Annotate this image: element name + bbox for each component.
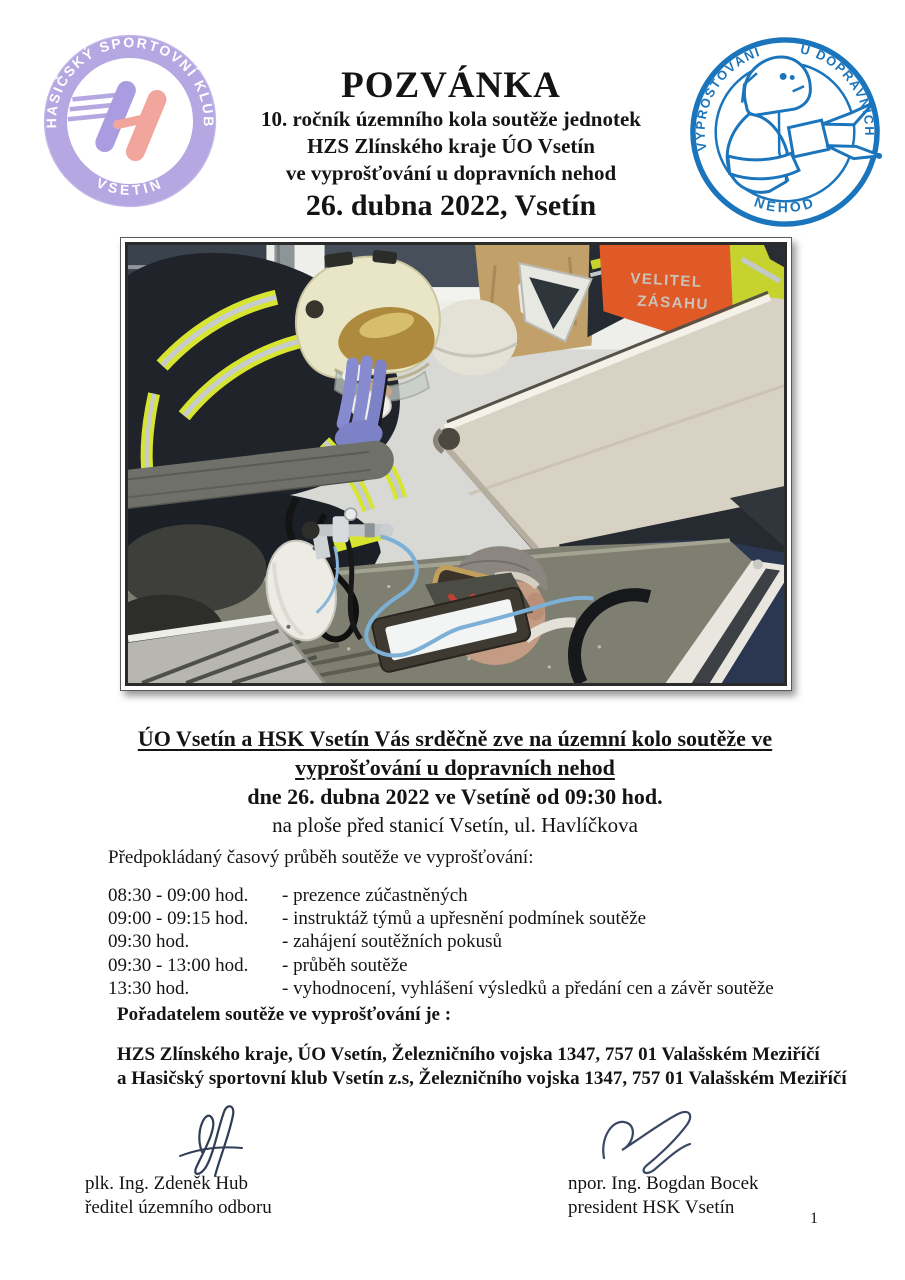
subtitle-line-3: ve vyprošťování u dopravních nehod [285, 161, 617, 185]
signatory-role: ředitel územního odboru [85, 1197, 272, 1218]
schedule-activity: - průběh soutěže [282, 954, 408, 976]
vyprostovani-logo [686, 32, 884, 232]
vest-text-line1: VELITEL [629, 270, 704, 291]
schedule-activity: - zahájení soutěžních pokusů [282, 931, 503, 953]
schedule-activity: - instruktáž týmů a upřesnění podmínek soutěže [282, 908, 647, 930]
invitation-place: na ploše před stanicí Vsetín, ul. Havlíčkova [272, 813, 638, 837]
event-date-title: 26. dubna 2022, Vsetín [305, 189, 597, 222]
schedule-heading: Předpokládaný časový průběh soutěže ve vyprošťování: [108, 847, 534, 868]
vest-text-line2: ZÁSAHU [636, 292, 710, 314]
schedule-activity: - prezence zúčastněných [282, 885, 468, 906]
document-header [212, 66, 690, 224]
signatory-name: npor. Ing. Bogdan Bocek [568, 1173, 759, 1194]
rescue-photo [120, 237, 792, 691]
organizer-lines [117, 1043, 857, 1091]
signatory-name: plk. Ing. Zdeněk Hub [85, 1173, 249, 1194]
schedule-time: 09:30 hod. [108, 931, 190, 953]
schedule-time: 08:30 - 09:00 hod. [108, 885, 249, 906]
organizer-line-2: a Hasičský sportovní klub Vsetín z.s, Železničního vojska 1347, 757 01 Valašském Meziříčí [117, 1068, 847, 1089]
second-helmet [429, 299, 517, 375]
schedule-time: 13:30 hod. [108, 977, 190, 999]
signatory-role: president HSK Vsetín [568, 1197, 735, 1218]
valve-knob [302, 521, 320, 539]
hsk-vsetin-logo [40, 26, 220, 216]
signature-right [568, 1172, 759, 1220]
svg-text:HASIČSKÝ SPORTOVNÍ KLUB [43, 34, 217, 128]
schedule-time: 09:00 - 09:15 hod. [108, 908, 249, 930]
invitation-headline-line2: vyprošťování u dopravních nehod [295, 755, 615, 780]
schedule-time: 09:30 - 13:00 hod. [108, 954, 249, 976]
invitation-headline-line1: ÚO Vsetín a HSK Vsetín Vás srděčně zve na územní kolo soutěže ve [137, 726, 773, 751]
hsk-monogram [68, 90, 157, 151]
subtitle-line-1: 10. ročník územního kola soutěže jednotek [261, 107, 641, 131]
svg-text:NEHOD [752, 194, 817, 216]
hsk-logo-ring-text: HASIČSKÝ SPORTOVNÍ KLUB [43, 34, 217, 129]
signature-left [85, 1172, 272, 1220]
page-number: 1 [810, 1210, 818, 1227]
subtitle-line-2: HZS Zlínského kraje ÚO Vsetín [307, 134, 595, 158]
vu-logo-arc-right-text: U DOPRAVNÍCH [798, 41, 878, 138]
page-title: POZVÁNKA [341, 65, 561, 106]
rescue-photo-image [125, 242, 787, 686]
schedule-activity: - vyhodnocení, vyhlášení výsledků a předání cen a závěr soutěže [282, 977, 774, 999]
organizer-line-1: HZS Zlínského kraje, ÚO Vsetín, Železničního vojska 1347, 757 01 Valašském Meziříčí [117, 1044, 820, 1065]
firefighter-spreader-drawing [717, 47, 884, 195]
organizer-heading: Pořadatelem soutěže ve vyprošťování je : [117, 1004, 452, 1025]
hsk-logo-bottom-text: VSETÍN [94, 174, 166, 199]
signature-left-scribble [158, 1098, 268, 1180]
schedule-table [108, 884, 808, 1000]
vu-logo-bottom-text: NEHOD [752, 193, 818, 216]
vu-logo-arc-left-text: VYPROŠŤOVÁNÍ [692, 43, 763, 153]
signature-right-scribble [592, 1106, 722, 1176]
invitation-date: dne 26. dubna 2022 ve Vsetíně od 09:30 hod. [247, 784, 663, 809]
invitation-text [95, 724, 815, 839]
